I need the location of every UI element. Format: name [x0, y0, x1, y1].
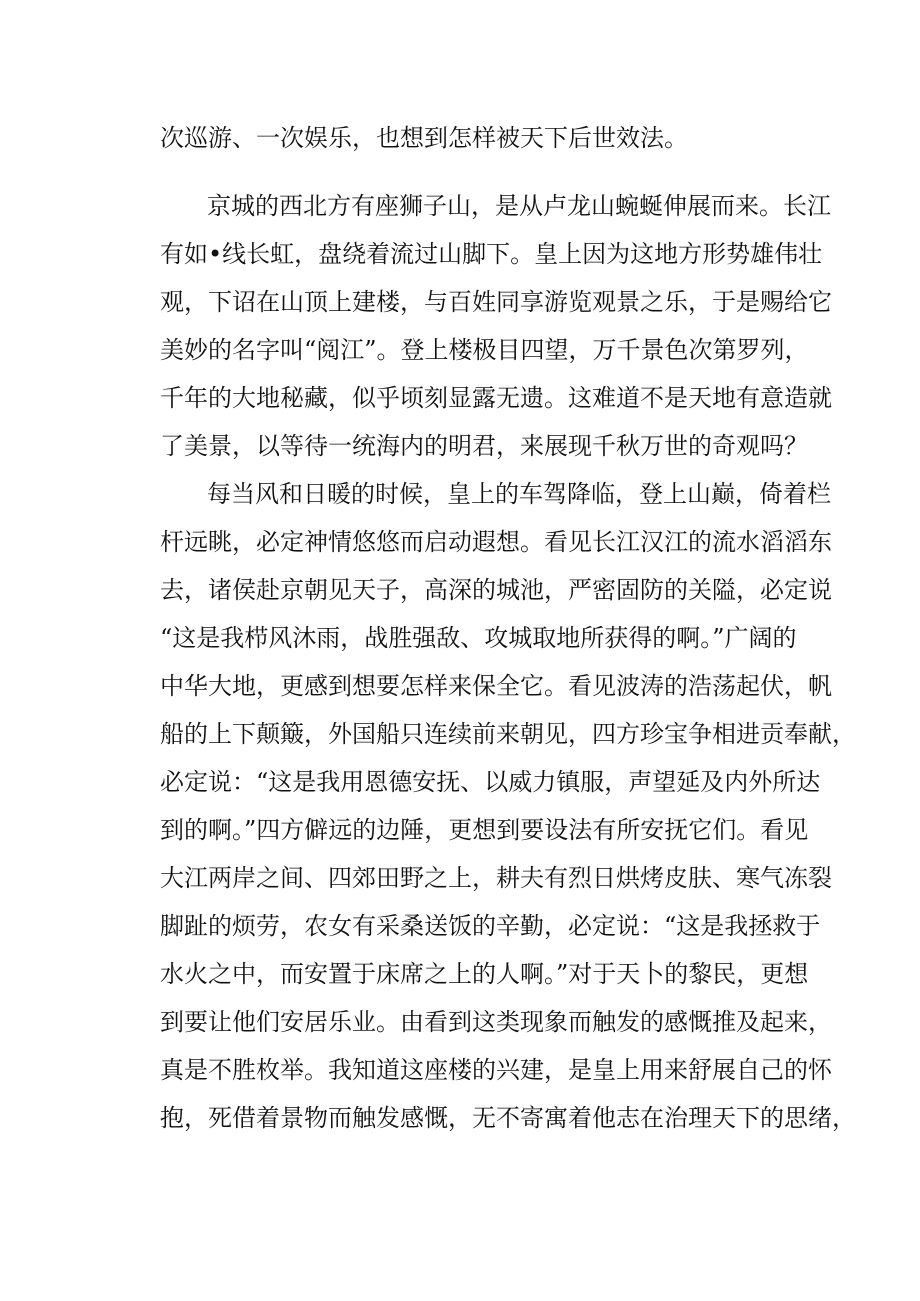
- paragraph-2-line-5: 千年的大地秘藏，似乎顷刻显露无遗。这难道不是天地有意造就: [160, 384, 832, 412]
- paragraph-3-line-1: 每当风和日暖的时候，皇上的车驾降临，登上山巅，倚着栏: [207, 480, 831, 508]
- paragraph-2-line-1: 京城的西北方有座狮子山，是从卢龙山蜿蜒伸展而来。长江: [207, 192, 831, 220]
- paragraph-3-line-7: 必定说：“这是我用恩德安抚、以威力镇服，声望延及内外所达: [160, 768, 821, 796]
- paragraph-3-line-10: 脚趾的烦劳，农女有采桑送饭的辛勤，必定说：“这是我拯救于: [160, 912, 821, 940]
- paragraph-2-line-6: 了美景，以等待一统海内的明君，来展现千秋万世的奇观吗？: [160, 432, 808, 460]
- paragraph-3-line-13: 真是不胜枚举。我知道这座楼的兴建，是皇上用来舒展自己的怀: [160, 1056, 832, 1084]
- paragraph-3-line-9: 大江两岸之间、四郊田野之上，耕夫有烈日烘烤皮肤、寒气冻裂: [160, 864, 832, 892]
- paragraph-3-line-6: 船的上下颠簸，外国船只连续前来朝见，四方珍宝争相进贡奉献，: [160, 720, 856, 748]
- paragraph-1-line-1: 次巡游、一次娱乐，也想到怎样被天下后世效法。: [160, 124, 688, 152]
- paragraph-2-line-2: 有如•线长虹，盘绕着流过山脚下。皇上因为这地方形势雄伟壮: [160, 240, 823, 268]
- paragraph-3-line-4: “这是我栉风沐雨，战胜强敌、攻城取地所获得的啊。”广阔的: [160, 624, 797, 652]
- paragraph-3-line-11: 水火之中，而安置于床席之上的人啊。”对于天卜的黎民，更想: [160, 960, 809, 988]
- paragraph-3-line-2: 杆远眺，必定神情悠悠而启动遐想。看见长江汉江的流水滔滔东: [160, 528, 832, 556]
- paragraph-3-line-8: 到的啊。”四方僻远的边陲，更想到要设法有所安抚它们。看见: [160, 816, 809, 844]
- paragraph-3-line-14: 抱，死借着景物而触发感慨，无不寄寓着他志在治理天下的思绪，: [160, 1104, 856, 1132]
- paragraph-3-line-3: 去，诸侯赴京朝见天子，高深的城池，严密固防的关隘，必定说: [160, 576, 832, 604]
- paragraph-3-line-5: 中华大地，更感到想要怎样来保全它。看见波涛的浩荡起伏，帆: [160, 672, 832, 700]
- paragraph-2-line-3: 观，下诏在山顶上建楼，与百姓同享游览观景之乐，于是赐给它: [160, 288, 832, 316]
- paragraph-3-line-12: 到要让他们安居乐业。由看到这类现象而触发的感慨推及起来，: [160, 1008, 832, 1036]
- paragraph-2-line-4: 美妙的名字叫“阅江”。登上楼极目四望，万千景色次第罗列，: [160, 336, 809, 364]
